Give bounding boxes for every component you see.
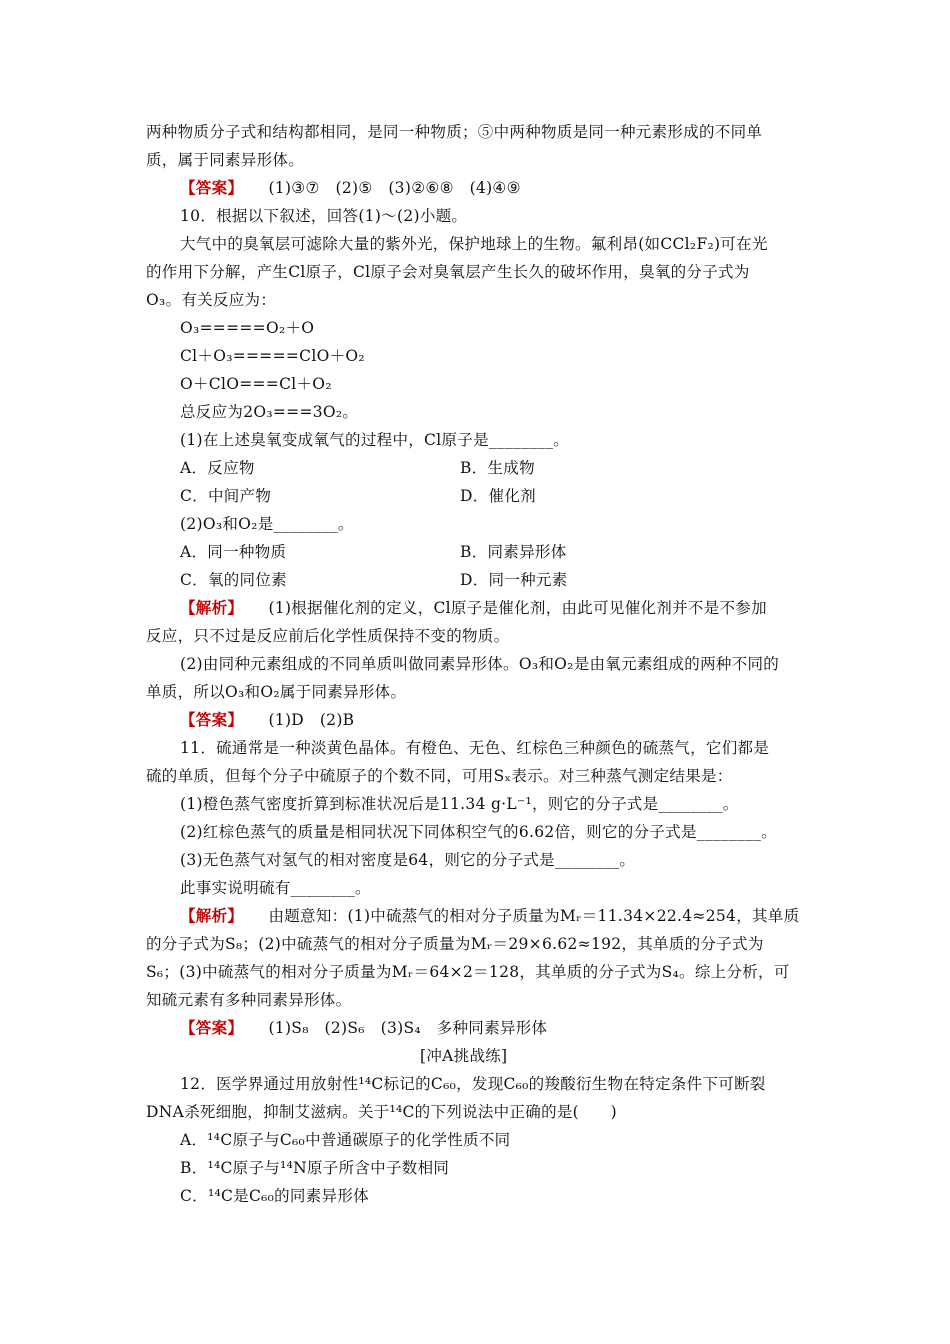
sub-question: (2)红棕色蒸气的质量是相同状况下同体积空气的6.62倍，则它的分子式是________。 bbox=[180, 823, 777, 841]
sub-question: (2)O₃和O₂是________。 bbox=[180, 515, 354, 533]
text-line: 反应，只不过是反应前后化学性质保持不变的物质。 bbox=[146, 627, 510, 645]
sub-question: (1)在上述臭氧变成氧气的过程中，Cl原子是________。 bbox=[180, 431, 570, 449]
text-line: 知硫元素有多种同素异形体。 bbox=[146, 991, 352, 1009]
analysis-tag: 【解析】 bbox=[180, 906, 244, 925]
text-line: S₆；(3)中硫蒸气的相对分子质量为Mᵣ＝64×2＝128，其单质的分子式为S₄。综上分析，可 bbox=[146, 963, 790, 981]
section-heading: [冲A挑战练] bbox=[420, 1047, 508, 1065]
answer-text: (1)③⑦ (2)⑤ (3)②⑥⑧ (4)④⑨ bbox=[268, 179, 521, 197]
analysis-tag: 【解析】 bbox=[180, 598, 244, 617]
option-d: D．同一种元素 bbox=[460, 571, 568, 589]
option-c: C．中间产物 bbox=[180, 487, 272, 505]
option-a: A．¹⁴C原子与C₆₀中普通碳原子的化学性质不同 bbox=[180, 1131, 511, 1149]
sub-question: (1)橙色蒸气密度折算到标准状况后是11.34 g·L⁻¹，则它的分子式是________。 bbox=[180, 795, 739, 813]
equation: 总反应为2O₃===3O₂。 bbox=[180, 403, 359, 421]
option-a: A．反应物 bbox=[180, 459, 255, 477]
option-b: B．同素异形体 bbox=[460, 543, 567, 561]
equation: O₃=====O₂＋O bbox=[180, 319, 315, 337]
text-line: O₃。有关反应为： bbox=[146, 291, 277, 309]
equation: O＋ClO===Cl＋O₂ bbox=[180, 375, 332, 393]
option-row bbox=[180, 458, 880, 478]
analysis-text: (1)根据催化剂的定义，Cl原子是催化剂，由此可见催化剂并不是不参加 bbox=[268, 599, 767, 617]
answer-line bbox=[180, 1018, 547, 1038]
option-row bbox=[180, 570, 880, 590]
answer-text: (1)S₈ (2)S₆ (3)S₄ 多种同素异形体 bbox=[268, 1019, 548, 1037]
text-line: 单质，所以O₃和O₂属于同素异形体。 bbox=[146, 683, 407, 701]
option-b: B．生成物 bbox=[460, 459, 535, 477]
text-line: 硫的单质，但每个分子中硫原子的个数不同，可用Sₓ表示。对三种蒸气测定结果是： bbox=[146, 767, 733, 785]
text-line: 大气中的臭氧层可滤除大量的紫外光，保护地球上的生物。氟利昂(如CCl₂F₂)可在光 bbox=[180, 235, 768, 253]
option-a: A．同一种物质 bbox=[180, 543, 287, 561]
text-line: 的分子式为S₈；(2)中硫蒸气的相对分子质量为Mᵣ＝29×6.62≈192，其单质的分子式为 bbox=[146, 935, 764, 953]
question-12: 12．医学界通过用放射性¹⁴C标记的C₆₀，发现C₆₀的羧酸衍生物在特定条件下可断裂 bbox=[180, 1075, 766, 1093]
text-line: 质，属于同素异形体。 bbox=[146, 151, 305, 169]
text-line: 两种物质分子式和结构都相同，是同一种物质；⑤中两种物质是同一种元素形成的不同单 bbox=[146, 123, 763, 141]
answer-line bbox=[180, 178, 521, 198]
option-b: B．¹⁴C原子与¹⁴N原子所含中子数相同 bbox=[180, 1159, 450, 1177]
option-row bbox=[180, 542, 880, 562]
text-line: (2)由同种元素组成的不同单质叫做同素异形体。O₃和O₂是由氧元素组成的两种不同的 bbox=[180, 655, 780, 673]
equation: Cl＋O₃=====ClO＋O₂ bbox=[180, 347, 365, 365]
analysis-text: 由题意知：(1)中硫蒸气的相对分子质量为Mᵣ＝11.34×22.4≈254，其单质 bbox=[268, 907, 800, 925]
option-row bbox=[180, 486, 880, 506]
text-line: DNA杀死细胞，抑制艾滋病。关于¹⁴C的下列说法中正确的是( ) bbox=[146, 1103, 617, 1121]
text-line: 此事实说明硫有________。 bbox=[180, 879, 371, 897]
option-c: C．¹⁴C是C₆₀的同素异形体 bbox=[180, 1187, 369, 1205]
answer-tag: 【答案】 bbox=[180, 178, 244, 197]
answer-tag: 【答案】 bbox=[180, 710, 244, 729]
sub-question: (3)无色蒸气对氢气的相对密度是64，则它的分子式是________。 bbox=[180, 851, 636, 869]
answer-text: (1)D (2)B bbox=[268, 711, 355, 729]
answer-tag: 【答案】 bbox=[180, 1018, 244, 1037]
question-11: 11．硫通常是一种淡黄色晶体。有橙色、无色、红棕色三种颜色的硫蒸气，它们都是 bbox=[180, 739, 770, 757]
option-d: D．催化剂 bbox=[460, 487, 536, 505]
text-line: 的作用下分解，产生Cl原子，Cl原子会对臭氧层产生长久的破坏作用，臭氧的分子式为 bbox=[146, 263, 750, 281]
analysis-line bbox=[180, 598, 767, 618]
analysis-line bbox=[180, 906, 799, 926]
option-c: C．氧的同位素 bbox=[180, 571, 287, 589]
answer-line bbox=[180, 710, 354, 730]
question-10: 10．根据以下叙述，回答(1)～(2)小题。 bbox=[180, 207, 468, 225]
